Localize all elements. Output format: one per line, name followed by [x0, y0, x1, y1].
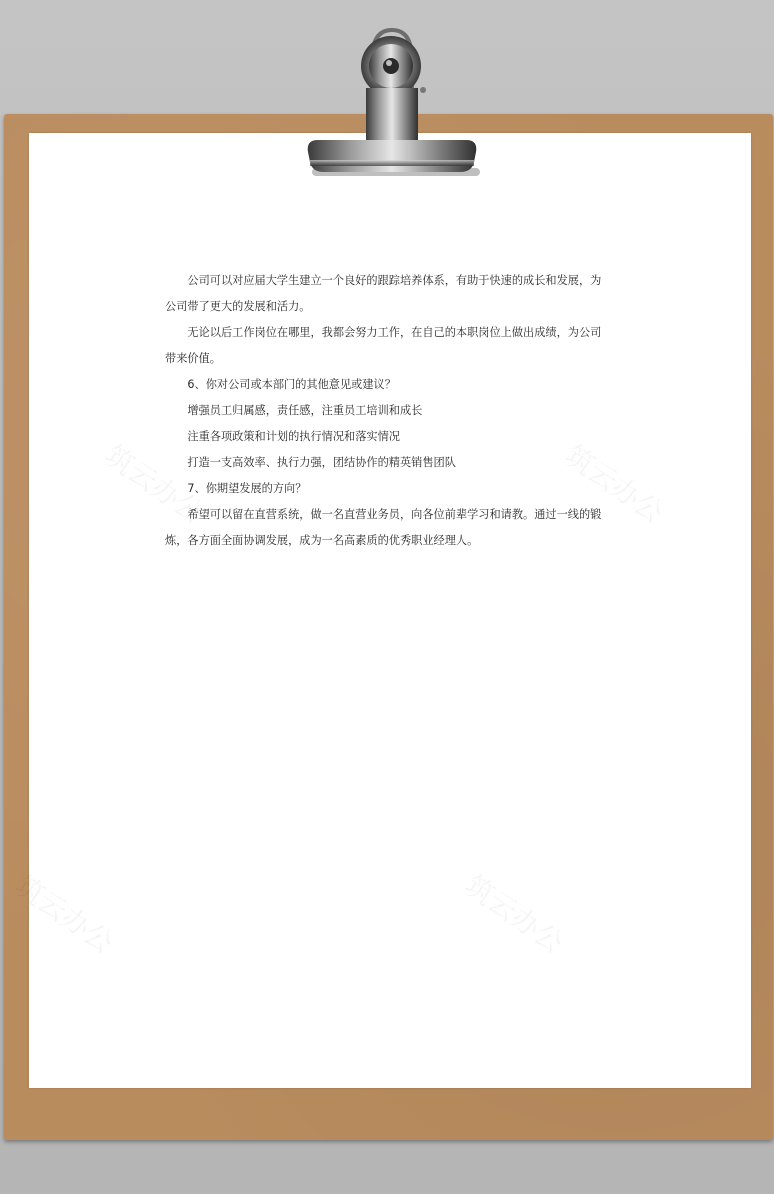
paragraph-1: 公司可以对应届大学生建立一个良好的跟踪培养体系，有助于快速的成长和发展，为公司带了更大的发展和活力。 [165, 274, 602, 313]
answer-7: 希望可以留在直营系统，做一名直营业务员，向各位前辈学习和请教。通过一线的锻炼，各方面全面协调发展，成为一名高素质的优秀职业经理人。 [165, 508, 602, 547]
paragraph-2: 无论以后工作岗位在哪里，我都会努力工作，在自己的本职岗位上做出成绩，为公司带来价值。 [165, 326, 602, 365]
answer-6-line-1: 增强员工归属感，责任感，注重员工培训和成长 [187, 404, 423, 417]
question-6: 6、你对公司或本部门的其他意见或建议？ [187, 378, 396, 391]
answer-6-line-2: 注重各项政策和计划的执行情况和落实情况 [187, 430, 400, 443]
document-body [165, 268, 605, 554]
question-7: 7、你期望发展的方向？ [187, 482, 307, 495]
answer-6-line-3: 打造一支高效率、执行力强，团结协作的精英销售团队 [187, 456, 456, 469]
watermark-4 [458, 864, 573, 961]
